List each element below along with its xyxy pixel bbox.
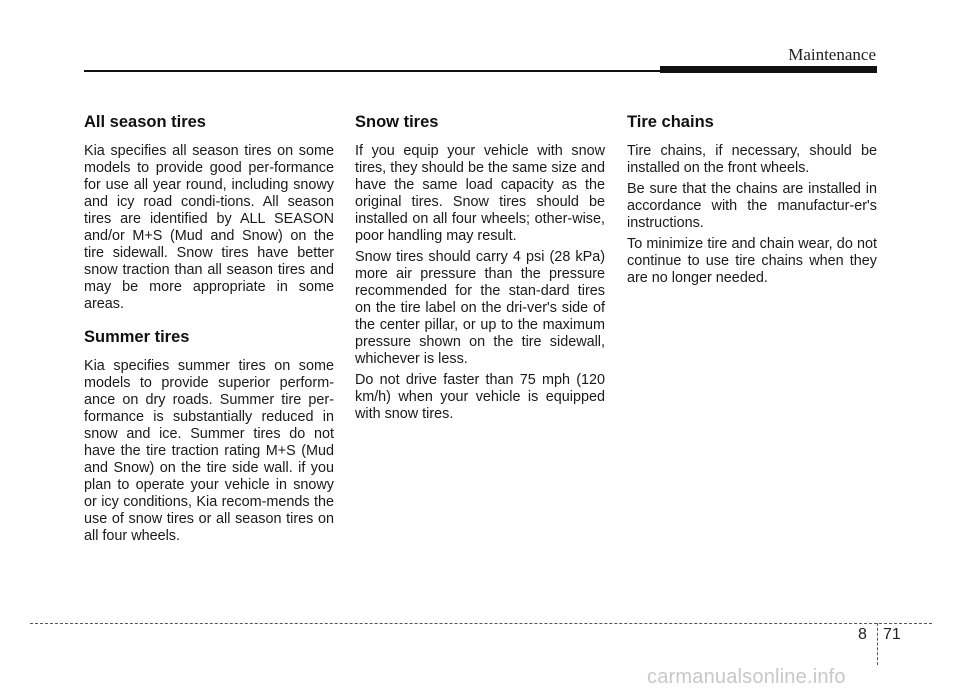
chapter-number: 8: [858, 626, 867, 643]
summer-tires-paragraph: Kia specifies summer tires on some models to provide superior perform-ance on dry roads. Summer tire per-formance is substantially reduced in snow and ice. Summer tires do not have the tire traction rating M+S (Mud and Snow) on the tire side wall. if you plan to operate your vehicle in snowy or icy conditions, Kia recom-mends the use of snow tires or all season tires on all four wheels.: [84, 358, 334, 544]
summer-tires-heading: Summer tires: [84, 328, 190, 346]
snow-tires-paragraph-3: Do not drive faster than 75 mph (120 km/h) when your vehicle is equipped with snow tires.: [355, 372, 605, 422]
tire-chains-paragraph-2: Be sure that the chains are installed in accordance with the manufactur-er's instructions.: [627, 181, 877, 231]
column-1: [84, 112, 334, 549]
all-season-tires-paragraph: Kia specifies all season tires on some models to provide good per-formance for use all year round, including snowy and icy road condi-tions. All season tires are identified by ALL SEASON and/or M+S (Mud and Snow) on the tire sidewall. Snow tires have better snow traction than all season tires and may be more appropriate in some areas.: [84, 143, 334, 312]
section-title: Maintenance: [788, 45, 876, 64]
snow-tires-paragraph-2: Snow tires should carry 4 psi (28 kPa) more air pressure than the pressure recommended for the stan-dard tires on the tire label on the dri-ver's side of the center pillar, or up to the maximum pressure shown on the tire sidewall, whichever is less.: [355, 249, 605, 367]
tire-chains-heading: Tire chains: [627, 113, 714, 131]
page-number: 71: [883, 626, 901, 643]
header-rule: [84, 70, 660, 72]
column-2: [355, 112, 605, 427]
snow-tires-paragraph-1: If you equip your vehicle with snow tires, they should be the same size and have the same load capacity as the original tires. Snow tires should be installed on all four wheels; other-wise, poor handling may result.: [355, 143, 605, 244]
column-3: [627, 112, 877, 291]
footer-divider: [30, 623, 932, 624]
page-number-divider: [877, 623, 878, 665]
tire-chains-paragraph-1: Tire chains, if necessary, should be installed on the front wheels.: [627, 143, 877, 176]
watermark: carmanualsonline.info: [647, 666, 846, 688]
snow-tires-heading: Snow tires: [355, 113, 439, 131]
header-rule-accent: [660, 66, 877, 73]
tire-chains-paragraph-3: To minimize tire and chain wear, do not continue to use tire chains when they are no longer needed.: [627, 236, 877, 286]
all-season-tires-heading: All season tires: [84, 113, 206, 131]
